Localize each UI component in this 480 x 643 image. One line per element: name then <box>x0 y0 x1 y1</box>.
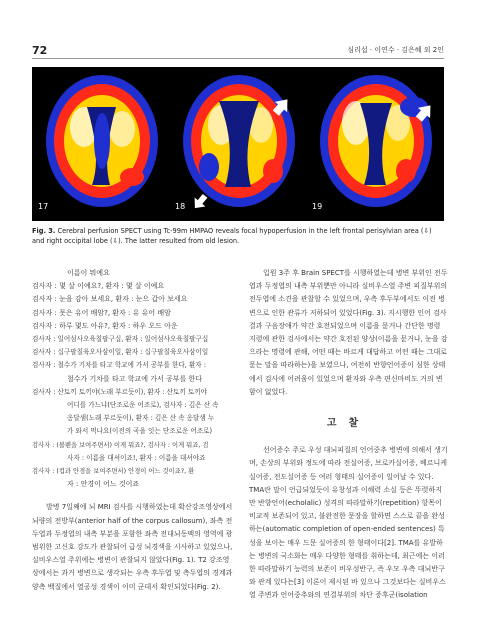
dialog-line: 검사자 : 하루 몇도 아유?, 환자 : 하우 오드 아운 <box>32 321 178 330</box>
dialog-line: 검사자 : 몇 살 이예요?, 환자 : 몇 살 이예요 <box>32 282 165 291</box>
dialog-line: 검사자 : (볼펜을 보여주면서) 이게 뭐죠?, 검사자 : 이게 뭐죠, 검 <box>32 441 209 449</box>
right-column <box>249 267 448 603</box>
panel-label-19: 19 <box>312 202 323 211</box>
dialog-line: 검사자 : 십구팔칠육오사삼이일, 환자 : 십구팔칠육오사삼이일 <box>32 348 209 357</box>
section-title: 고찰 <box>326 418 371 430</box>
body-paragraph: 선어증수 주로 우성 대뇌피질의 언어중추 병변에 의해서 생기며, 손상의 부위와 정도에 따라 전실어증, 브로카실어증, 베르니케실어증, 전도실어증 등 여러 형태의 실어증이 일어날 수 있다. TMA란 말이 언급되었듯이 유창성과 이해력 소실 등은 뚜렷하지만 반향언어(echolalic) 성격의 따라말하기(repetition) 항목이 비교적 보존되어 있고, 불완전한 문장을 할하면 스스로 끝을 완성하는(automatic completion of open-ended sentences) 특성을 보이는 매우 드문 실어증의 한 형태이다[2]. TMA를 유발하는 병변의 국소화는 매우 다양한 형태를 취하는데, 최근에는 이러한 따라말하기 능력의 보존이 비우성반구, 즉 우모 우측 대뇌반구와 관계 있다는[3] 이론이 제시된 바 있으나 그것보다는 실비우스열 주변과 언어중추와의 연결부위의 차단 증후군(isolation <box>249 446 448 600</box>
spacer <box>32 491 234 501</box>
header-rule <box>32 58 444 59</box>
figure-caption <box>32 226 446 246</box>
caption-label: Fig. 3. <box>32 227 56 235</box>
left-column <box>32 267 234 594</box>
running-head: 심리섭 · 이연수 · 김은혜 외 2인 <box>347 46 444 54</box>
dialog-line: 어디를 가느냐(단조로운 어조로), 검사자 : 깊은 산 속 <box>67 401 219 410</box>
dialog-line: 철수가 기차를 타고 학교에 가서 공부를 한다 <box>67 374 203 383</box>
dialog-line: 자 : 안경이 어느 것이죠 <box>67 480 140 489</box>
dialog-line: 가 와서 먹나요(이전의 곡을 잇는 단조로운 어조로) <box>67 427 213 436</box>
arrow-icon <box>190 192 210 212</box>
spect-panel-17 <box>32 67 169 221</box>
caption-text: Cerebral perfusion SPECT using Tc-99m HMPAO reveals focal hypoperfusion in the left frontal perisylvian area (⇩) and right occipital lobe (⇩). The latter resulted from old lesion. <box>32 227 432 245</box>
body-paragraph: 발병 7일째에 뇌 MRI 검사를 시행하였는데 확산강조영상에서 뇌량의 전방부(anterior half of the corpus callosum), 좌측 전두엽과 두정엽의 내측 부분을 포함한 좌측 전대뇌동맥의 영역에 광범위한 고신호 강도가 관찰되어 급성 뇌경색을 시사하고 있었으나, 실비우스열 주위에는 병변이 관찰되지 않았다(Fig. 1). T2 강조영상에서는 과거 병변으로 생각되는 우측 후두엽 및 측두엽의 경계과 양측 백질에서 열공성 경색이 이미 군데서 확인되었다(Fig. 2). <box>32 503 233 591</box>
spect-slice-image <box>32 67 169 221</box>
dialog-line: 검사자 : 눈을 감아 보세요, 환자 : 눈으 갑아 보세요 <box>32 295 188 304</box>
body-paragraph: 입원 3주 후 Brain SPECT를 시행하였는데 병변 부위인 전두엽과 두정엽의 내측 부위뿐만 아니라 실비우스열 주변 피질부위의 전두엽에 소견을 관찰할 수 있었으며, 우측 후두부에서도 이전 병변으로 인한 관류가 저하되어 있었다(Fig. 3). 지시행한 인어 검사 결과 구음장애가 약간 호전되었으며 이름을 묻거나 간단한 명령 지령에 관한 검사에서는 약간 호전된 양상(이름을 묻거나, 눈을 감으라는 명령에 관해, 어떤 때는 바르게 대답하고 어떤 때는 그대로 묻는 말을 따라하는)을 보였으나, 여전히 반향언어증이 심한 상태에서 검사에 어려움이 있었으며 환자와 우측 편신마비도 거의 변함이 없었다. <box>249 269 448 396</box>
spect-panel-19 <box>306 67 443 221</box>
dialog-line: 이름이 뭐예요 <box>67 269 110 277</box>
dialog-line: 검사자 : 못은 유어 배암?, 환자 : 유 유어 배암 <box>32 308 171 317</box>
panel-label-17: 17 <box>38 202 49 211</box>
dialog-line: 검사자 : 철수가 기차를 타고 학교에 가서 공부를 한다, 환자 : <box>32 361 206 370</box>
dialog-line: 검사자 : 산토끼 토끼야(노래 부르듯이), 환자 : 산토끼 토끼야 <box>32 387 207 396</box>
panel-label-18: 18 <box>175 202 186 211</box>
dialog-line: 검사자 : 일어섬사오육칠팔구십, 환자 : 일어섬사오육칠팔구십 <box>32 335 209 344</box>
spect-slice-image <box>306 67 443 221</box>
page-number: 72 <box>32 44 48 57</box>
spect-figure <box>32 67 444 221</box>
dialog-line: 사자 : 이름을 대셔이죠!, 환자 : 이름을 대셔야죠 <box>67 453 206 462</box>
dialog-line: 옹달샘(노래 부르듯이), 환자 : 깊은 산 속 옹달샘 누 <box>67 414 215 423</box>
dialog-line: 검사자 : (컵과 안경을 보여주면서) 안경이 어느 것이죠?, 환 <box>32 468 195 476</box>
